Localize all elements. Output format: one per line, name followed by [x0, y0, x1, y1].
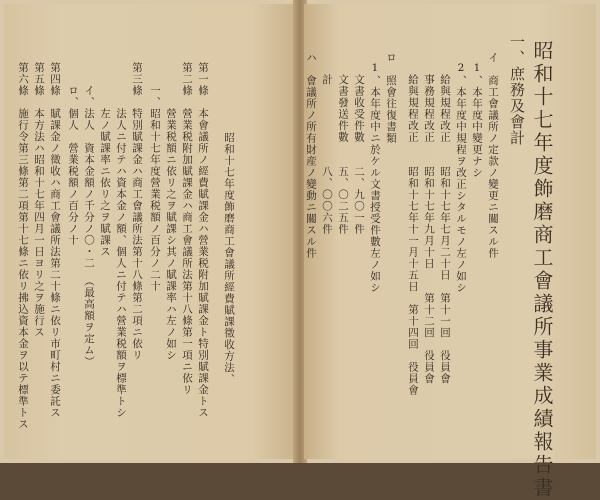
left-page — [4, 4, 296, 459]
article-2: 第二條 營業税附加賦課金ハ商工會議所法第十八條第一項ニ依リ — [181, 62, 193, 396]
article-3: 第三條 特別賦課金ハ商工會議所法第十八條第二項ニ依リ — [131, 62, 143, 361]
article-2-rate: 一、昭和十七年度營業税額ノ百分ノ二十 — [149, 62, 161, 292]
article-6: 第六條 施行令第三條第二項第十七條ニ依リ拂込資本金ヲ以テ標準トス — [17, 62, 29, 430]
article-3-indiv: ロ、個人 營業税額ノ百分ノ十 — [67, 62, 79, 246]
docs-sent: 文書發送件數 五、〇二五件 — [337, 74, 349, 235]
subsection-i: イ 商工會議所ノ定款ノ變更ニ關スル件 — [487, 52, 499, 259]
article-3-corp: イ、法人 資本金額ノ千分ノ〇・二 （最高額ヲ定ム） — [83, 62, 95, 368]
article-2-cont: 營業税額ニ依リ之ヲ賦課シ其ノ賦課率ハ左ノ如シ — [165, 62, 177, 361]
ro-item-1: 1、本年度中ニ於ケル文書授受件數左ノ如シ — [369, 62, 381, 294]
article-4: 第四條 賦課金ノ徵收ハ商工會議所法第二十條ニ依リ市町村ニ委託ス — [49, 62, 61, 419]
section-heading: 一、庶務及會計 — [508, 34, 526, 146]
method-title: 昭和十七年度飾磨商工會議所經費賦課徵收方法、 — [223, 132, 235, 385]
article-5: 第五條 本方法ハ昭和十七年四月一日ヨリ之ヲ施行ス — [33, 62, 45, 338]
article-3-rate: 左ノ賦課率ニ依リ之ヲ賦課ス — [99, 62, 111, 258]
report-title: 昭和十七年度飾磨商工會議所事業成績報告書 — [530, 40, 554, 500]
subsection-ha: ハ 會議所ノ所有財産ノ變動ニ關スル件 — [305, 52, 317, 259]
article-1: 第一條 本會議所ノ經費賦課金ハ營業税附加賦課金ト特別賦課金トス — [197, 62, 209, 419]
article-3-cont: 法人ニ付テハ資本金ノ額、個人ニ付テハ營業税額ヲ標準トシ — [115, 62, 127, 419]
subsection-ro: ロ 照會往復書類 — [385, 52, 397, 144]
docs-total: 計 八、〇〇六件 — [321, 74, 333, 235]
rule-revision-b: 事務規程改正 昭和十七年九月十日 第十二回 役員會 — [423, 74, 435, 385]
rule-revision-c: 給與規程改正 昭和十七年十一月十五日 第十四回 役員會 — [407, 74, 419, 396]
rule-revision-a: 給與規程改正 昭和十七年七月二十日 第十一回 役員會 — [439, 74, 451, 385]
right-page — [304, 4, 596, 500]
docs-received: 文書收受件數 二、九〇一件 — [353, 74, 365, 235]
item-1: 1、本年度中變更ナシ — [471, 62, 483, 179]
item-2: 2、本年度中規程ヲ改正シタルモノ左ノ如シ — [455, 62, 467, 294]
